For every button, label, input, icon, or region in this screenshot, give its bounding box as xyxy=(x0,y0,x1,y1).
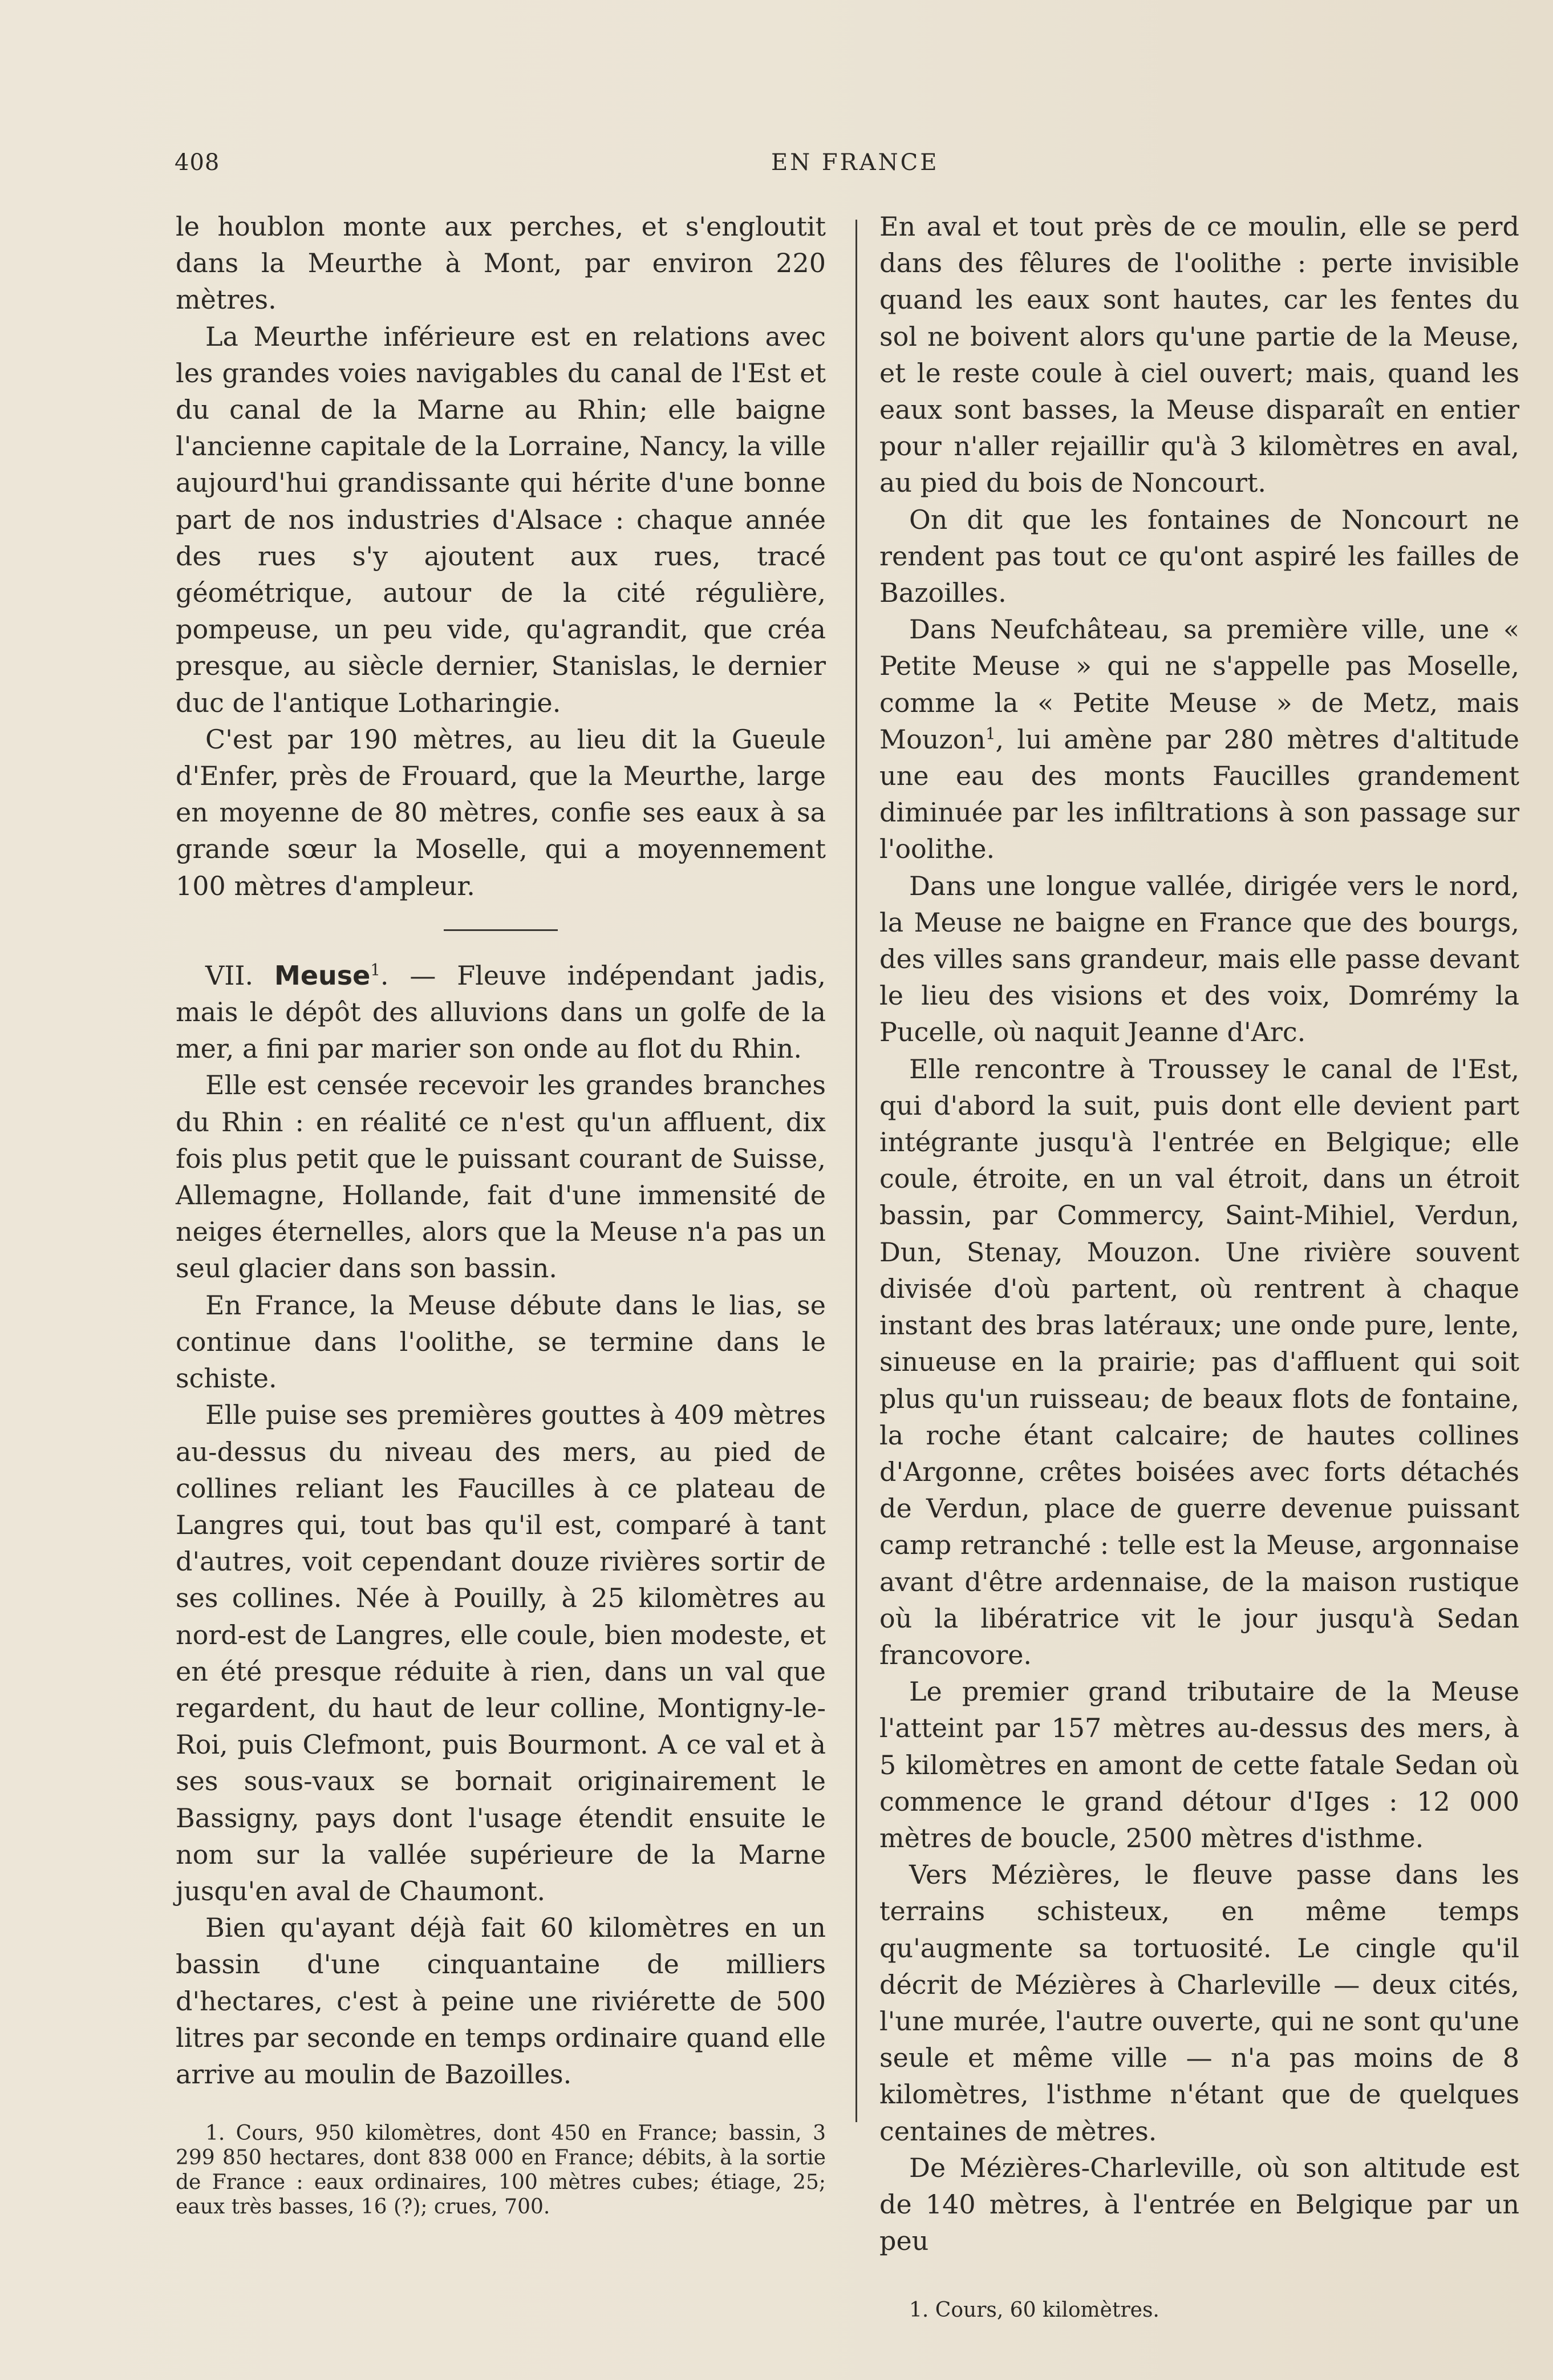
section-number: VII. xyxy=(205,960,254,991)
paragraph xyxy=(879,611,1519,867)
paragraph: le houblon monte aux perches, et s'engloutit dans la Meurthe à Mont, par environ 220 mètres. xyxy=(176,211,826,315)
paragraph: En aval et tout près de ce moulin, elle se perd dans des fêlures de l'oolithe : perte invisible quand les eaux sont hautes, car les fentes du sol ne boivent alors qu'une partie de la Meuse, et le reste coule à ciel ouvert; mais, quand les eaux sont basses, la Meuse disparaît en entier pour n'aller rejaillir qu'à 3 kilomètres en aval, au pied du bois de Noncourt. xyxy=(879,211,1519,499)
paragraph: De Mézières-Charleville, où son altitude est de 140 mètres, à l'entrée en Belgique par un peu xyxy=(879,2152,1519,2257)
paragraph: Elle est censée recevoir les grandes branches du Rhin : en réalité ce n'est qu'un affluent, dix fois plus petit que le puissant courant de Suisse, Allemagne, Hollande, fait d'une immensité de neiges éternelles, alors que la Meuse n'a pas un seul glacier dans son bassin. xyxy=(176,1070,826,1284)
paragraph: Vers Mézières, le fleuve passe dans les terrains schisteux, en même temps qu'augmente sa tortuosité. Le cingle qu'il décrit de Mézières à Charleville — deux cités, l'une murée, l'autre ouverte, qui ne sont qu'une seule et même ville — n'a pas moins de 8 kilomètres, l'isthme n'étant que de quelques centaines de mètres. xyxy=(879,1859,1519,2147)
text-run: , lui amène par 280 mètres d'altitude une eau des monts Faucilles grandement diminuée par les infiltrations à son passage sur l'oolithe. xyxy=(879,723,1519,865)
running-head xyxy=(175,149,1534,189)
left-column xyxy=(176,208,826,2219)
paragraph: Bien qu'ayant déjà fait 60 kilomètres en un bassin d'une cinquantaine de milliers d'hectares, c'est à peine une riviérette de 500 litres par seconde en temps ordinaire quand elle arrive au moulin de Bazoilles. xyxy=(176,1912,826,2090)
paragraph: On dit que les fontaines de Noncourt ne rendent pas tout ce qu'ont aspiré les failles de Bazoilles. xyxy=(879,504,1519,609)
right-column xyxy=(879,208,1519,2322)
page-number: 408 xyxy=(175,149,220,176)
paragraph: La Meurthe inférieure est en relations avec les grandes voies navigables du canal de l'Est et du canal de la Marne au Rhin; elle baigne l'ancienne capitale de la Lorraine, Nancy, la ville aujourd'hui grandissante qui hérite d'une bonne part de nos industries d'Alsace : chaque année des rues s'y ajoutent aux rues, tracé géométrique, autour de la cité régulière, pompeuse, un peu vide, qu'agrandit, que créa presque, au siècle dernier, Stanislas, le dernier duc de l'antique Lotharingie. xyxy=(176,321,826,718)
section-title: Meuse xyxy=(274,960,371,991)
section-heading-paragraph xyxy=(176,957,826,1067)
paragraph: Le premier grand tributaire de la Meuse l'atteint par 157 mètres au-dessus des mers, à 5 kilomètres en amont de cette fatale Sedan où commence le grand détour d'Iges : 12 000 mètres de boucle, 2500 mètres d'isthme. xyxy=(879,1676,1519,1853)
paragraph: C'est par 190 mètres, au lieu dit la Gueule d'Enfer, près de Frouard, que la Meurthe, large en moyenne de 80 mètres, confie ses eaux à sa grande sœur la Moselle, qui a moyennement 100 mètres d'ampleur. xyxy=(176,723,826,901)
running-title: EN FRANCE xyxy=(771,149,939,176)
paragraph: Elle puise ses premières gouttes à 409 mètres au-dessus du niveau des mers, au pied de collines reliant les Faucilles à ce plateau de Langres qui, tout bas qu'il est, comparé à tant d'autres, voit cependant douze rivières sortir de ses collines. Née à Pouilly, à 25 kilomètres au nord-est de Langres, elle coule, bien modeste, et en été presque réduite à rien, dans un val que regardent, du haut de leur colline, Montigny-le-Roi, puis Clefmont, puis Bourmont. A ce val et à ses sous-vaux se bornait originairement le Bassigny, pays dont l'usage étendit ensuite le nom sur la vallée supérieure de la Marne jusqu'en aval de Chaumont. xyxy=(176,1399,826,1907)
footnote: 1. Cours, 60 kilomètres. xyxy=(909,2298,1159,2322)
footnote-ref: 1 xyxy=(370,960,380,979)
section-intro: . — Fleuve indépendant jadis, mais le dépôt des alluvions dans un golfe de la mer, a fini par marier son onde au flot du Rhin. xyxy=(176,960,826,1064)
paragraph: Elle rencontre à Troussey le canal de l'Est, qui d'abord la suit, puis dont elle devient part intégrante jusqu'à l'entrée en Belgique; elle coule, étroite, en un val étroit, dans un étroit bassin, par Commercy, Saint-Mihiel, Verdun, Dun, Stenay, Mouzon. Une rivière souvent divisée d'où partent, où rentrent à chaque instant des bras latéraux; une onde pure, lente, sinueuse en la prairie; pas d'affluent qui soit plus qu'un ruisseau; de beaux flots de fontaine, la roche étant calcaire; de hautes collines d'Argonne, crêtes boisées avec forts détachés de Verdun, place de guerre devenue puissant camp retranché : telle est la Meuse, argonnaise avant d'être ardennaise, de la maison rustique où la libératrice vit le jour jusqu'à Sedan francovore. xyxy=(879,1053,1519,1670)
section-separator xyxy=(444,929,558,931)
paragraph: En France, la Meuse débute dans le lias, se continue dans l'oolithe, se termine dans le schiste. xyxy=(176,1289,826,1394)
column-divider xyxy=(855,220,857,2122)
paragraph: Dans une longue vallée, dirigée vers le nord, la Meuse ne baigne en France que des bourgs, des villes sans grandeur, mais elle passe devant le lieu des visions et des voix, Domrémy la Pucelle, où naquit Jeanne d'Arc. xyxy=(879,870,1519,1048)
footnote-ref: 1 xyxy=(985,724,996,743)
text-run: Dans Neufchâteau, sa première ville, une « Petite Meuse » qui ne s'appelle pas Moselle, comme la « Petite Meuse » de Metz, mais Mouzon xyxy=(879,614,1519,755)
footnote: 1. Cours, 950 kilomètres, dont 450 en France; bassin, 3 299 850 hectares, dont 838 000 en France; débits, à la sortie de France : eaux ordinaires, 100 mètres cubes; étiage, 25; eaux très basses, 16 (?); crues, 700. xyxy=(176,2122,826,2219)
